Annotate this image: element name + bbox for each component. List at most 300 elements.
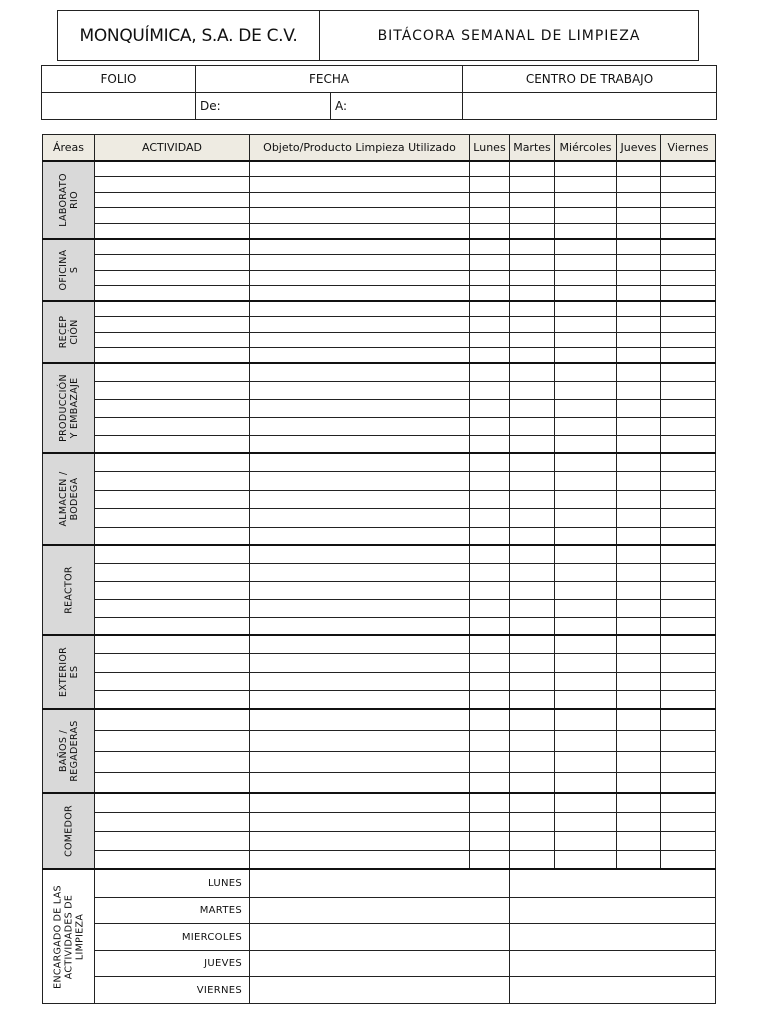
encargado-name-field[interactable]	[250, 924, 510, 951]
miercoles-cell[interactable]	[555, 581, 617, 599]
table-row	[43, 435, 716, 453]
lunes-cell[interactable]	[470, 399, 510, 417]
miercoles-cell[interactable]	[555, 751, 617, 772]
actividad-cell[interactable]	[95, 691, 250, 710]
actividad-cell[interactable]	[95, 751, 250, 772]
producto-cell[interactable]	[250, 599, 470, 617]
jueves-cell[interactable]	[617, 176, 661, 192]
actividad-cell[interactable]	[95, 417, 250, 435]
jueves-cell[interactable]	[617, 599, 661, 617]
viernes-cell[interactable]	[661, 208, 716, 224]
miercoles-cell[interactable]	[555, 270, 617, 286]
martes-cell[interactable]	[510, 208, 555, 224]
viernes-cell[interactable]	[661, 563, 716, 581]
miercoles-cell[interactable]	[555, 381, 617, 399]
producto-cell[interactable]	[250, 812, 470, 831]
producto-cell[interactable]	[250, 730, 470, 751]
viernes-cell[interactable]	[661, 751, 716, 772]
actividad-cell[interactable]	[95, 654, 250, 673]
martes-cell[interactable]	[510, 617, 555, 635]
lunes-cell[interactable]	[470, 793, 510, 812]
miercoles-cell[interactable]	[555, 472, 617, 490]
martes-cell[interactable]	[510, 286, 555, 302]
encargado-signature-field[interactable]	[510, 950, 716, 977]
actividad-cell[interactable]	[95, 527, 250, 545]
martes-cell[interactable]	[510, 332, 555, 348]
lunes-cell[interactable]	[470, 317, 510, 333]
producto-cell[interactable]	[250, 635, 470, 654]
jueves-cell[interactable]	[617, 751, 661, 772]
producto-cell[interactable]	[250, 617, 470, 635]
producto-cell[interactable]	[250, 453, 470, 471]
actividad-cell[interactable]	[95, 709, 250, 730]
lunes-cell[interactable]	[470, 509, 510, 527]
viernes-cell[interactable]	[661, 691, 716, 710]
fecha-de-field[interactable]	[196, 93, 331, 120]
martes-cell[interactable]	[510, 599, 555, 617]
lunes-cell[interactable]	[470, 772, 510, 793]
viernes-cell[interactable]	[661, 161, 716, 177]
miercoles-cell[interactable]	[555, 224, 617, 240]
viernes-cell[interactable]	[661, 672, 716, 691]
martes-cell[interactable]	[510, 812, 555, 831]
producto-cell[interactable]	[250, 527, 470, 545]
miercoles-cell[interactable]	[555, 192, 617, 208]
jueves-cell[interactable]	[617, 672, 661, 691]
actividad-cell[interactable]	[95, 435, 250, 453]
miercoles-cell[interactable]	[555, 850, 617, 869]
actividad-cell[interactable]	[95, 192, 250, 208]
actividad-cell[interactable]	[95, 563, 250, 581]
actividad-cell[interactable]	[95, 490, 250, 508]
actividad-cell[interactable]	[95, 399, 250, 417]
miercoles-cell[interactable]	[555, 635, 617, 654]
viernes-cell[interactable]	[661, 831, 716, 850]
producto-cell[interactable]	[250, 581, 470, 599]
martes-cell[interactable]	[510, 793, 555, 812]
table-row	[43, 224, 716, 240]
jueves-cell[interactable]	[617, 509, 661, 527]
jueves-cell[interactable]	[617, 730, 661, 751]
viernes-cell[interactable]	[661, 527, 716, 545]
lunes-cell[interactable]	[470, 224, 510, 240]
producto-cell[interactable]	[250, 286, 470, 302]
viernes-cell[interactable]	[661, 435, 716, 453]
lunes-cell[interactable]	[470, 545, 510, 563]
actividad-cell[interactable]	[95, 381, 250, 399]
viernes-cell[interactable]	[661, 255, 716, 271]
lunes-cell[interactable]	[470, 208, 510, 224]
producto-cell[interactable]	[250, 691, 470, 710]
viernes-cell[interactable]	[661, 239, 716, 255]
martes-cell[interactable]	[510, 317, 555, 333]
table-row	[43, 301, 716, 317]
martes-cell[interactable]	[510, 772, 555, 793]
lunes-cell[interactable]	[470, 730, 510, 751]
actividad-cell[interactable]	[95, 332, 250, 348]
martes-cell[interactable]	[510, 545, 555, 563]
viernes-cell[interactable]	[661, 286, 716, 302]
miercoles-cell[interactable]	[555, 363, 617, 381]
viernes-cell[interactable]	[661, 654, 716, 673]
miercoles-cell[interactable]	[555, 301, 617, 317]
miercoles-cell[interactable]	[555, 490, 617, 508]
jueves-cell[interactable]	[617, 793, 661, 812]
viernes-cell[interactable]	[661, 417, 716, 435]
lunes-cell[interactable]	[470, 472, 510, 490]
lunes-cell[interactable]	[470, 672, 510, 691]
producto-cell[interactable]	[250, 654, 470, 673]
lunes-cell[interactable]	[470, 239, 510, 255]
folio-field[interactable]	[42, 93, 196, 120]
producto-cell[interactable]	[250, 270, 470, 286]
jueves-cell[interactable]	[617, 635, 661, 654]
lunes-cell[interactable]	[470, 563, 510, 581]
encargado-signature-field[interactable]	[510, 869, 716, 897]
martes-cell[interactable]	[510, 270, 555, 286]
martes-cell[interactable]	[510, 709, 555, 730]
viernes-cell[interactable]	[661, 772, 716, 793]
actividad-cell[interactable]	[95, 509, 250, 527]
viernes-cell[interactable]	[661, 363, 716, 381]
jueves-cell[interactable]	[617, 563, 661, 581]
actividad-cell[interactable]	[95, 161, 250, 177]
jueves-cell[interactable]	[617, 617, 661, 635]
jueves-cell[interactable]	[617, 654, 661, 673]
producto-cell[interactable]	[250, 772, 470, 793]
encargado-name-field[interactable]	[250, 869, 510, 897]
producto-cell[interactable]	[250, 399, 470, 417]
jueves-cell[interactable]	[617, 363, 661, 381]
jueves-cell[interactable]	[617, 317, 661, 333]
fecha-a-field[interactable]	[331, 93, 463, 120]
viernes-cell[interactable]	[661, 793, 716, 812]
actividad-cell[interactable]	[95, 581, 250, 599]
jueves-cell[interactable]	[617, 709, 661, 730]
jueves-cell[interactable]	[617, 527, 661, 545]
viernes-cell[interactable]	[661, 348, 716, 364]
viernes-cell[interactable]	[661, 317, 716, 333]
producto-cell[interactable]	[250, 490, 470, 508]
producto-cell[interactable]	[250, 332, 470, 348]
martes-cell[interactable]	[510, 399, 555, 417]
martes-cell[interactable]	[510, 417, 555, 435]
producto-cell[interactable]	[250, 381, 470, 399]
encargado-name-field[interactable]	[250, 950, 510, 977]
jueves-cell[interactable]	[617, 417, 661, 435]
actividad-cell[interactable]	[95, 850, 250, 869]
miercoles-cell[interactable]	[555, 793, 617, 812]
miercoles-cell[interactable]	[555, 176, 617, 192]
actividad-cell[interactable]	[95, 793, 250, 812]
viernes-cell[interactable]	[661, 812, 716, 831]
martes-cell[interactable]	[510, 672, 555, 691]
encargado-signature-field[interactable]	[510, 977, 716, 1004]
viernes-cell[interactable]	[661, 270, 716, 286]
actividad-cell[interactable]	[95, 672, 250, 691]
viernes-cell[interactable]	[661, 509, 716, 527]
actividad-cell[interactable]	[95, 270, 250, 286]
actividad-cell[interactable]	[95, 812, 250, 831]
lunes-cell[interactable]	[470, 617, 510, 635]
lunes-cell[interactable]	[470, 850, 510, 869]
martes-cell[interactable]	[510, 192, 555, 208]
miercoles-cell[interactable]	[555, 563, 617, 581]
viernes-cell[interactable]	[661, 635, 716, 654]
martes-cell[interactable]	[510, 435, 555, 453]
lunes-cell[interactable]	[470, 192, 510, 208]
encargado-signature-field[interactable]	[510, 924, 716, 951]
lunes-cell[interactable]	[470, 417, 510, 435]
producto-cell[interactable]	[250, 417, 470, 435]
producto-cell[interactable]	[250, 751, 470, 772]
martes-cell[interactable]	[510, 635, 555, 654]
martes-cell[interactable]	[510, 348, 555, 364]
martes-cell[interactable]	[510, 381, 555, 399]
producto-cell[interactable]	[250, 208, 470, 224]
jueves-cell[interactable]	[617, 545, 661, 563]
viernes-cell[interactable]	[661, 730, 716, 751]
jueves-cell[interactable]	[617, 192, 661, 208]
miercoles-cell[interactable]	[555, 691, 617, 710]
miercoles-cell[interactable]	[555, 772, 617, 793]
jueves-cell[interactable]	[617, 332, 661, 348]
jueves-cell[interactable]	[617, 301, 661, 317]
miercoles-cell[interactable]	[555, 709, 617, 730]
martes-cell[interactable]	[510, 581, 555, 599]
producto-cell[interactable]	[250, 850, 470, 869]
producto-cell[interactable]	[250, 224, 470, 240]
jueves-cell[interactable]	[617, 224, 661, 240]
jueves-cell[interactable]	[617, 348, 661, 364]
viernes-cell[interactable]	[661, 581, 716, 599]
martes-cell[interactable]	[510, 453, 555, 471]
martes-cell[interactable]	[510, 472, 555, 490]
miercoles-cell[interactable]	[555, 654, 617, 673]
viernes-cell[interactable]	[661, 332, 716, 348]
miercoles-cell[interactable]	[555, 286, 617, 302]
jueves-cell[interactable]	[617, 435, 661, 453]
martes-cell[interactable]	[510, 563, 555, 581]
lunes-cell[interactable]	[470, 581, 510, 599]
lunes-cell[interactable]	[470, 490, 510, 508]
miercoles-cell[interactable]	[555, 317, 617, 333]
lunes-cell[interactable]	[470, 176, 510, 192]
lunes-cell[interactable]	[470, 599, 510, 617]
producto-cell[interactable]	[250, 255, 470, 271]
actividad-cell[interactable]	[95, 286, 250, 302]
lunes-cell[interactable]	[470, 301, 510, 317]
miercoles-cell[interactable]	[555, 348, 617, 364]
miercoles-cell[interactable]	[555, 599, 617, 617]
jueves-cell[interactable]	[617, 208, 661, 224]
viernes-cell[interactable]	[661, 381, 716, 399]
viernes-cell[interactable]	[661, 453, 716, 471]
jueves-cell[interactable]	[617, 286, 661, 302]
encargado-signature-field[interactable]	[510, 897, 716, 924]
producto-cell[interactable]	[250, 239, 470, 255]
viernes-cell[interactable]	[661, 399, 716, 417]
miercoles-cell[interactable]	[555, 239, 617, 255]
actividad-cell[interactable]	[95, 599, 250, 617]
miercoles-cell[interactable]	[555, 672, 617, 691]
producto-cell[interactable]	[250, 672, 470, 691]
lunes-cell[interactable]	[470, 453, 510, 471]
table-row	[43, 654, 716, 673]
actividad-cell[interactable]	[95, 635, 250, 654]
actividad-cell[interactable]	[95, 348, 250, 364]
martes-cell[interactable]	[510, 224, 555, 240]
lunes-cell[interactable]	[470, 270, 510, 286]
producto-cell[interactable]	[250, 317, 470, 333]
lunes-cell[interactable]	[470, 348, 510, 364]
viernes-cell[interactable]	[661, 850, 716, 869]
miercoles-cell[interactable]	[555, 509, 617, 527]
martes-cell[interactable]	[510, 301, 555, 317]
actividad-cell[interactable]	[95, 363, 250, 381]
lunes-cell[interactable]	[470, 381, 510, 399]
martes-cell[interactable]	[510, 509, 555, 527]
viernes-cell[interactable]	[661, 176, 716, 192]
viernes-cell[interactable]	[661, 301, 716, 317]
martes-cell[interactable]	[510, 751, 555, 772]
viernes-cell[interactable]	[661, 545, 716, 563]
producto-cell[interactable]	[250, 301, 470, 317]
miercoles-cell[interactable]	[555, 453, 617, 471]
lunes-cell[interactable]	[470, 654, 510, 673]
producto-cell[interactable]	[250, 472, 470, 490]
miercoles-cell[interactable]	[555, 617, 617, 635]
martes-cell[interactable]	[510, 161, 555, 177]
miercoles-cell[interactable]	[555, 435, 617, 453]
producto-cell[interactable]	[250, 563, 470, 581]
martes-cell[interactable]	[510, 654, 555, 673]
lunes-cell[interactable]	[470, 691, 510, 710]
martes-cell[interactable]	[510, 691, 555, 710]
actividad-cell[interactable]	[95, 730, 250, 751]
viernes-cell[interactable]	[661, 599, 716, 617]
jueves-cell[interactable]	[617, 255, 661, 271]
lunes-cell[interactable]	[470, 527, 510, 545]
producto-cell[interactable]	[250, 176, 470, 192]
table-row	[43, 192, 716, 208]
miercoles-cell[interactable]	[555, 545, 617, 563]
jueves-cell[interactable]	[617, 161, 661, 177]
martes-cell[interactable]	[510, 176, 555, 192]
producto-cell[interactable]	[250, 545, 470, 563]
lunes-cell[interactable]	[470, 435, 510, 453]
producto-cell[interactable]	[250, 509, 470, 527]
viernes-cell[interactable]	[661, 709, 716, 730]
actividad-cell[interactable]	[95, 255, 250, 271]
lunes-cell[interactable]	[470, 363, 510, 381]
jueves-cell[interactable]	[617, 381, 661, 399]
martes-cell[interactable]	[510, 527, 555, 545]
actividad-cell[interactable]	[95, 224, 250, 240]
producto-cell[interactable]	[250, 192, 470, 208]
lunes-cell[interactable]	[470, 751, 510, 772]
encargado-row	[43, 897, 716, 924]
martes-cell[interactable]	[510, 363, 555, 381]
actividad-cell[interactable]	[95, 831, 250, 850]
jueves-cell[interactable]	[617, 831, 661, 850]
producto-cell[interactable]	[250, 161, 470, 177]
jueves-cell[interactable]	[617, 812, 661, 831]
martes-cell[interactable]	[510, 850, 555, 869]
miercoles-cell[interactable]	[555, 417, 617, 435]
viernes-cell[interactable]	[661, 472, 716, 490]
miercoles-cell[interactable]	[555, 332, 617, 348]
martes-cell[interactable]	[510, 831, 555, 850]
miercoles-cell[interactable]	[555, 208, 617, 224]
martes-cell[interactable]	[510, 730, 555, 751]
encargado-name-field[interactable]	[250, 897, 510, 924]
miercoles-cell[interactable]	[555, 161, 617, 177]
martes-cell[interactable]	[510, 255, 555, 271]
viernes-cell[interactable]	[661, 224, 716, 240]
jueves-cell[interactable]	[617, 239, 661, 255]
producto-cell[interactable]	[250, 435, 470, 453]
jueves-cell[interactable]	[617, 453, 661, 471]
lunes-cell[interactable]	[470, 332, 510, 348]
miercoles-cell[interactable]	[555, 730, 617, 751]
lunes-cell[interactable]	[470, 286, 510, 302]
actividad-cell[interactable]	[95, 301, 250, 317]
jueves-cell[interactable]	[617, 772, 661, 793]
viernes-cell[interactable]	[661, 192, 716, 208]
lunes-cell[interactable]	[470, 161, 510, 177]
producto-cell[interactable]	[250, 831, 470, 850]
lunes-cell[interactable]	[470, 831, 510, 850]
jueves-cell[interactable]	[617, 399, 661, 417]
lunes-cell[interactable]	[470, 635, 510, 654]
producto-cell[interactable]	[250, 363, 470, 381]
lunes-cell[interactable]	[470, 255, 510, 271]
viernes-cell[interactable]	[661, 617, 716, 635]
martes-cell[interactable]	[510, 490, 555, 508]
miercoles-cell[interactable]	[555, 399, 617, 417]
miercoles-cell[interactable]	[555, 527, 617, 545]
actividad-cell[interactable]	[95, 239, 250, 255]
actividad-cell[interactable]	[95, 472, 250, 490]
actividad-cell[interactable]	[95, 617, 250, 635]
producto-cell[interactable]	[250, 348, 470, 364]
jueves-cell[interactable]	[617, 581, 661, 599]
jueves-cell[interactable]	[617, 270, 661, 286]
viernes-cell[interactable]	[661, 490, 716, 508]
jueves-cell[interactable]	[617, 490, 661, 508]
actividad-cell[interactable]	[95, 208, 250, 224]
producto-cell[interactable]	[250, 793, 470, 812]
jueves-cell[interactable]	[617, 472, 661, 490]
encargado-name-field[interactable]	[250, 977, 510, 1004]
jueves-cell[interactable]	[617, 691, 661, 710]
actividad-cell[interactable]	[95, 317, 250, 333]
miercoles-cell[interactable]	[555, 255, 617, 271]
actividad-cell[interactable]	[95, 545, 250, 563]
martes-cell[interactable]	[510, 239, 555, 255]
jueves-cell[interactable]	[617, 850, 661, 869]
actividad-cell[interactable]	[95, 772, 250, 793]
producto-cell[interactable]	[250, 709, 470, 730]
lunes-cell[interactable]	[470, 709, 510, 730]
miercoles-cell[interactable]	[555, 831, 617, 850]
miercoles-cell[interactable]	[555, 812, 617, 831]
actividad-cell[interactable]	[95, 453, 250, 471]
lunes-cell[interactable]	[470, 812, 510, 831]
actividad-cell[interactable]	[95, 176, 250, 192]
centro-trabajo-field[interactable]	[463, 93, 717, 120]
